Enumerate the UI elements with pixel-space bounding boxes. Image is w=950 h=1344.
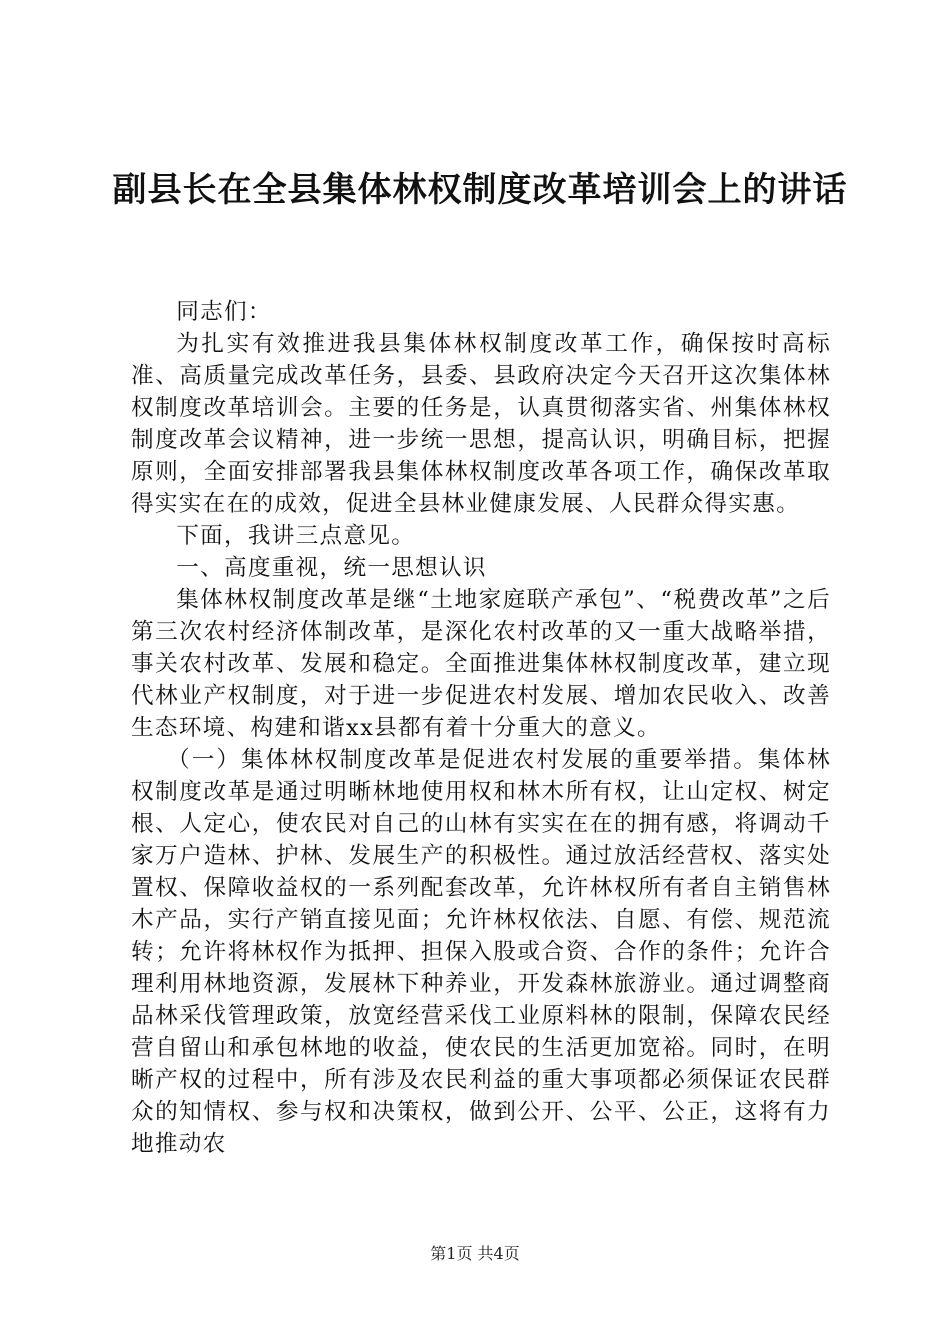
outline-paragraph: 下面，我讲三点意见。 <box>176 523 416 549</box>
section-1-paragraph: 集体林权制度改革是继“土地家庭联产承包”、“税费改革”之后第三次农村经济体制改革，是深化农村改革的又一重大战略举措，事关农村改革、发展和稳定。全面推进集体林权制度改革，建立现代林业产权制度，对于进一步促进农村发展、增加农民收入、改善生态环境、构建和谐xx县都有着十分重大的意义。 <box>131 587 831 741</box>
document-title: 副县长在全县集体林权制度改革培训会上的讲话 <box>112 170 848 210</box>
intro-paragraph: 为扎实有效推进我县集体林权制度改革工作，确保按时高标准、高质量完成改革任务，县委、县政府决定今天召开这次集体林权制度改革培训会。主要的任务是，认真贯彻落实省、州集体林权制度改革会议精神，进一步统一思想，提高认识，明确目标，把握原则，全面安排部署我县集体林权制度改革各项工作，确保改革取得实实在在的成效，促进全县林业健康发展、人民群众得实惠。 <box>131 331 831 517</box>
document-body <box>131 296 831 1160</box>
section-heading-1: 一、高度重视，统一思想认识 <box>176 555 487 581</box>
subsection-1-paragraph: （一）集体林权制度改革是促进农村发展的重要举措。集体林权制度改革是通过明晰林地使用权和林木所有权，让山定权、树定根、人定心，使农民对自己的山林有实实在在的拥有感，将调动千家万户造林、护林、发展生产的积极性。通过放活经营权、落实处置权、保障收益权的一系列配套改革，允许林权所有者自主销售林木产品，实行产销直接见面；允许林权依法、自愿、有偿、规范流转；允许将林权作为抵押、担保入股或合资、合作的条件；允许合理利用林地资源，发展林下种养业，开发森林旅游业。通过调整商品林采伐管理政策，放宽经营采伐工业原料林的限制，保障农民经营自留山和承包林地的收益，使农民的生活更加宽裕。同时，在明晰产权的过程中，所有涉及农民利益的重大事项都必须保证农民群众的知情权、参与权和决策权，做到公开、公平、公正，这将有力地推动农 <box>131 747 831 1157</box>
salutation-paragraph: 同志们： <box>176 299 272 325</box>
page-number-footer: 第1页 共4页 <box>430 1244 520 1263</box>
